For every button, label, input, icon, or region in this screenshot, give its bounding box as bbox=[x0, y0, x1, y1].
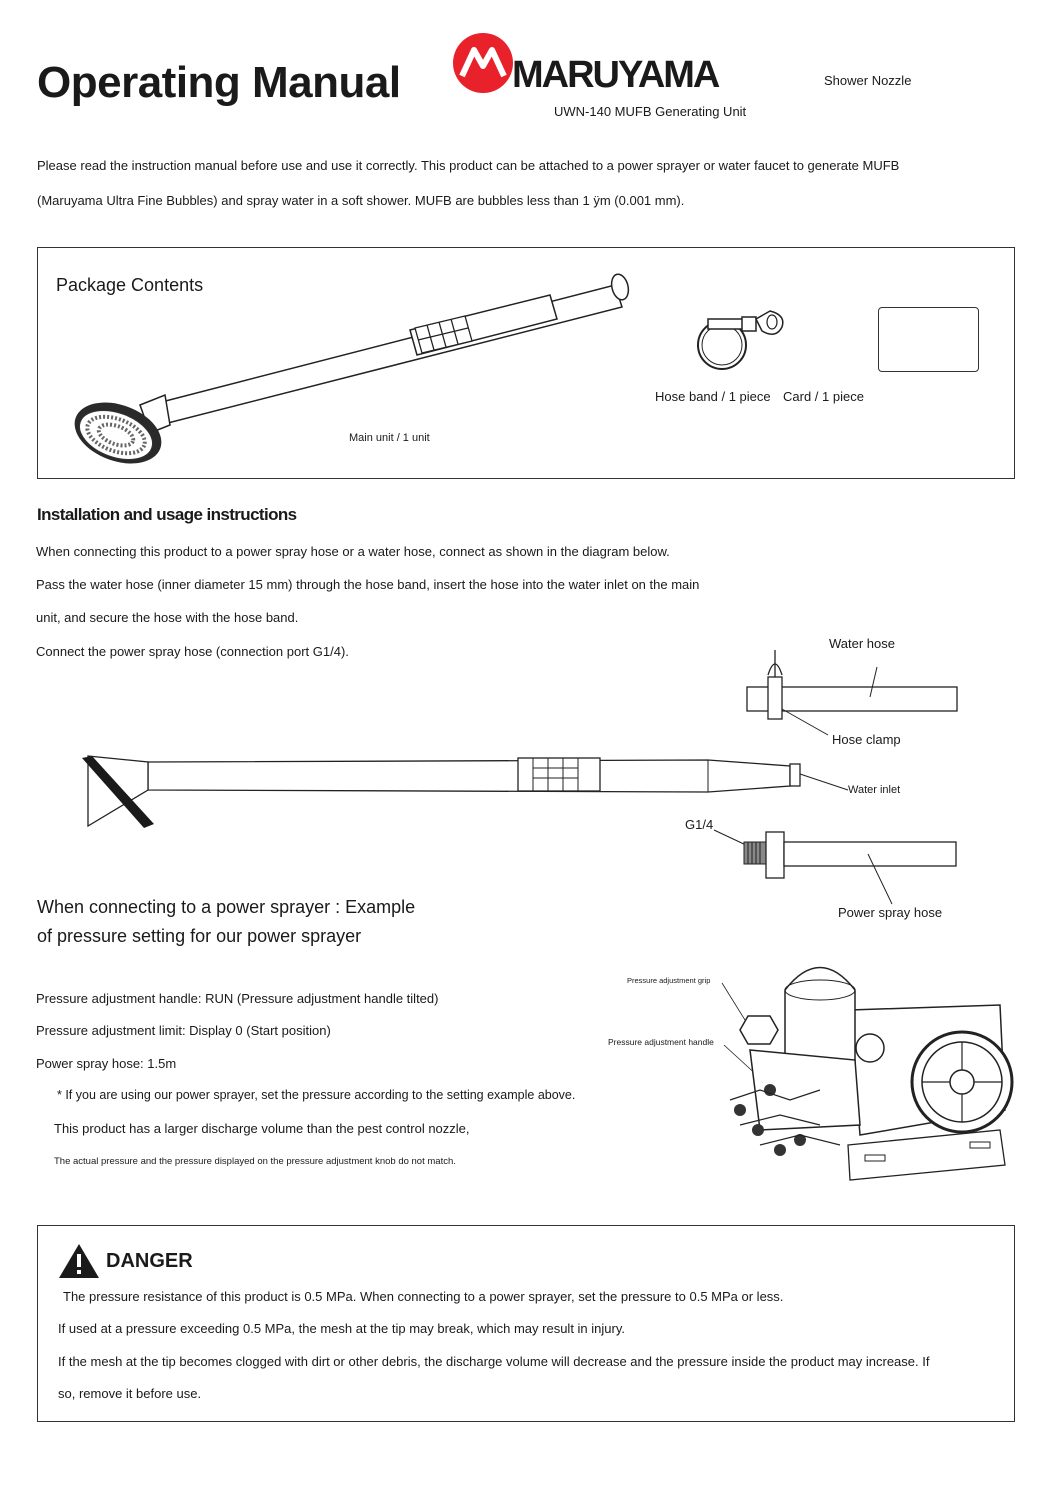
pressure-note: This product has a larger discharge volume than the pest control nozzle, bbox=[54, 1121, 470, 1136]
main-unit-label: Main unit / 1 unit bbox=[349, 432, 430, 444]
hose-clamp-label: Hose clamp bbox=[832, 732, 901, 747]
pressure-setting: Pressure adjustment handle: RUN (Pressure adjustment handle tilted) bbox=[36, 991, 439, 1006]
warning-triangle-icon bbox=[58, 1243, 100, 1279]
pressure-note: * If you are using our power sprayer, set the pressure according to the setting example above. bbox=[57, 1088, 576, 1102]
product-type: Shower Nozzle bbox=[824, 73, 912, 88]
installation-title: Installation and usage instructions bbox=[37, 505, 297, 524]
danger-title: DANGER bbox=[106, 1250, 193, 1272]
intro-text bbox=[37, 149, 1027, 218]
page-title: Operating Manual bbox=[37, 58, 401, 107]
hose-band-label: Hose band / 1 piece bbox=[655, 389, 771, 404]
g14-label: G1/4 bbox=[685, 817, 714, 832]
installation-line: When connecting this product to a power spray hose or a water hose, connect as shown in the diagram below. bbox=[36, 544, 670, 559]
water-hose-label: Water hose bbox=[829, 636, 895, 651]
pressure-note: The actual pressure and the pressure displayed on the pressure adjustment knob do not match. bbox=[54, 1156, 456, 1167]
danger-line: so, remove it before use. bbox=[58, 1386, 202, 1401]
main-unit-side-view-icon bbox=[78, 752, 848, 832]
danger-line: If the mesh at the tip becomes clogged with dirt or other debris, the discharge volume will decrease and the pressure inside the product may increase. If bbox=[58, 1354, 930, 1369]
danger-line: If used at a pressure exceeding 0.5 MPa, the mesh at the tip may break, which may result in injury. bbox=[58, 1321, 625, 1336]
intro-line: (Maruyama Ultra Fine Bubbles) and spray water in a soft shower. MUFB are bubbles less than 1 ÿm (0.001 mm). bbox=[37, 192, 685, 208]
package-contents-title: Package Contents bbox=[56, 275, 204, 295]
pressure-section-title: of pressure setting for our power sprayer bbox=[37, 926, 362, 946]
pressure-handle-label: Pressure adjustment handle bbox=[608, 1037, 714, 1047]
water-hose-diagram-icon bbox=[740, 645, 965, 745]
brand-name: MARUYAMA bbox=[512, 54, 719, 96]
pressure-setting: Power spray hose: 1.5m bbox=[36, 1056, 177, 1071]
water-inlet-label: Water inlet bbox=[848, 784, 901, 796]
installation-line: unit, and secure the hose with the hose band. bbox=[36, 610, 299, 625]
installation-line: Pass the water hose (inner diameter 15 mm) through the hose band, insert the hose into the water inlet on the main bbox=[36, 577, 700, 592]
power-spray-hose-icon bbox=[700, 826, 962, 906]
model-name: UWN-140 MUFB Generating Unit bbox=[554, 104, 747, 119]
pressure-grip-label: Pressure adjustment grip bbox=[627, 976, 711, 985]
card-icon bbox=[878, 307, 979, 372]
card-label: Card / 1 piece bbox=[783, 389, 864, 404]
power-sprayer-illustration-icon bbox=[700, 950, 1015, 1185]
power-spray-hose-label: Power spray hose bbox=[838, 905, 943, 920]
hose-band-icon bbox=[690, 305, 790, 375]
intro-line: Please read the instruction manual before use and use it correctly. This product can be attached to a power sprayer or water faucet to generate MUFB bbox=[37, 158, 900, 173]
danger-line: The pressure resistance of this product is 0.5 MPa. When connecting to a power sprayer, set the pressure to 0.5 MPa or less. bbox=[63, 1289, 784, 1304]
installation-line: Connect the power spray hose (connection port G1/4). bbox=[36, 644, 349, 659]
pressure-setting: Pressure adjustment limit: Display 0 (Start position) bbox=[36, 1023, 331, 1038]
maruyama-logo-icon bbox=[452, 32, 514, 94]
pressure-section-title: When connecting to a power sprayer : Example bbox=[37, 897, 416, 917]
